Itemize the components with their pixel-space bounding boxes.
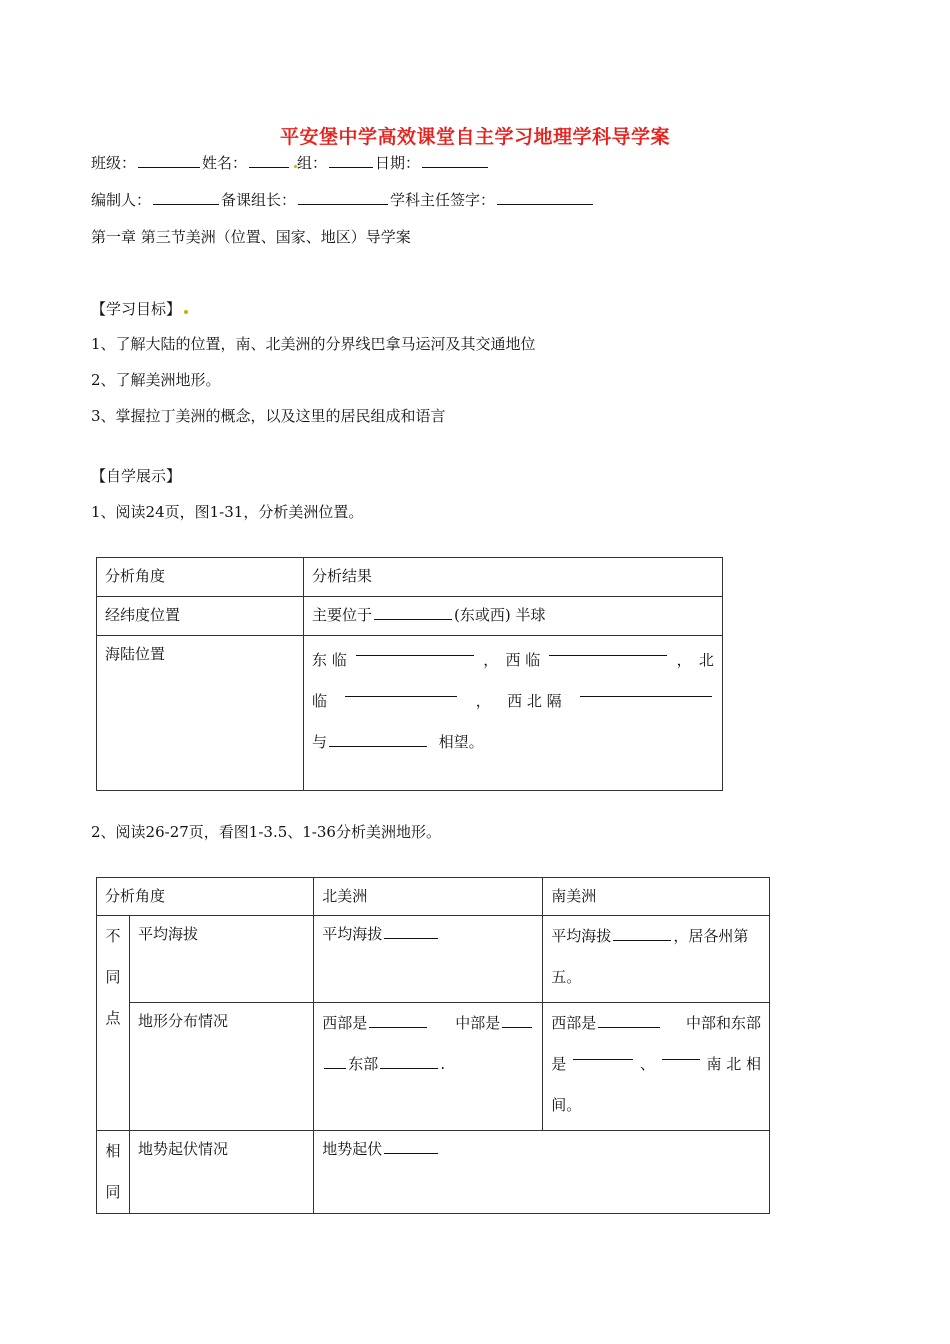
info-line-2 [91,189,595,210]
header-north-america: 北美洲 [322,887,368,905]
class-label: 班级： [91,154,137,172]
row-latlong-content: 主要位于 (东或西) 半球 [312,606,546,624]
question-1: 1、阅读24页，图1-31，分析美洲位置。 [91,503,364,521]
row-altitude-north: 平均海拔 [314,916,542,952]
leader-blank [298,189,388,205]
objective-item-1: 1、了解大陆的位置，南、北美洲的分界线巴拿马运河及其交通地位 [91,335,536,353]
with-blank [329,731,427,747]
director-blank [497,189,593,205]
dot-mark [184,310,188,314]
diff-label: 不 同 点 [105,927,121,1027]
west-blank [549,640,667,656]
terrain-table [96,877,770,1214]
east-blank [356,640,474,656]
question-2: 2、阅读26-27页，看图1-3.5、1-36分析美洲地形。 [91,823,441,841]
row-relief-label: 地势起伏情况 [138,1140,229,1158]
objective-item-2: 2、了解美洲地形。 [91,371,221,389]
date-label: 日期： [375,154,421,172]
class-blank [138,152,200,168]
same-label: 相 同 [105,1142,121,1201]
group-label: 组： [297,154,328,172]
group-blank [329,152,373,168]
header-south-america: 南美洲 [551,887,597,905]
leader-label: 备课组长： [221,191,297,209]
name-blank [249,152,289,168]
hemisphere-blank [374,604,452,620]
row-altitude-south: 平均海拔 ，居各州第 五。 [551,927,749,986]
row-altitude-label: 平均海拔 [138,925,199,943]
objectives-heading-line [91,298,188,319]
row-latlong-label: 经纬度位置 [105,606,181,624]
date-blank [422,152,488,168]
row-landform-south: 西部是 中部和东部 是 、 南 北 相 间。 [551,1014,761,1114]
north-blank [345,681,457,697]
row-landform-north: 西部是 中部是 东部 . [314,1003,542,1089]
header-result: 分析结果 [312,567,373,585]
director-label: 学科主任签字： [390,191,496,209]
position-table [96,557,723,791]
info-line-1 [91,152,490,173]
self-study-heading: 【自学展示】 [91,467,182,485]
page-title: 平安堡中学高效课堂自主学习地理学科导学案 [279,126,670,148]
objective-item-3: 3、掌握拉丁美洲的概念，以及这里的居民组成和语言 [91,407,446,425]
header-angle: 分析角度 [105,887,166,905]
northwest-blank [580,681,712,697]
name-label: 姓名： [202,154,248,172]
row-landform-label: 地形分布情况 [138,1012,229,1030]
header-angle: 分析角度 [105,567,166,585]
lesson-title: 第一章 第三节美洲（位置、国家、地区）导学案 [91,228,411,246]
row-sealand-label: 海陆位置 [105,645,166,663]
row-sealand-content: 东 临 ， 西 临 ， 北 临 ， 西 北 隔 与 相望。 [304,636,722,767]
author-blank [153,189,219,205]
row-relief-content: 地势起伏 [314,1131,769,1167]
objectives-heading: 【学习目标】 [91,300,182,318]
author-label: 编制人： [91,191,152,209]
